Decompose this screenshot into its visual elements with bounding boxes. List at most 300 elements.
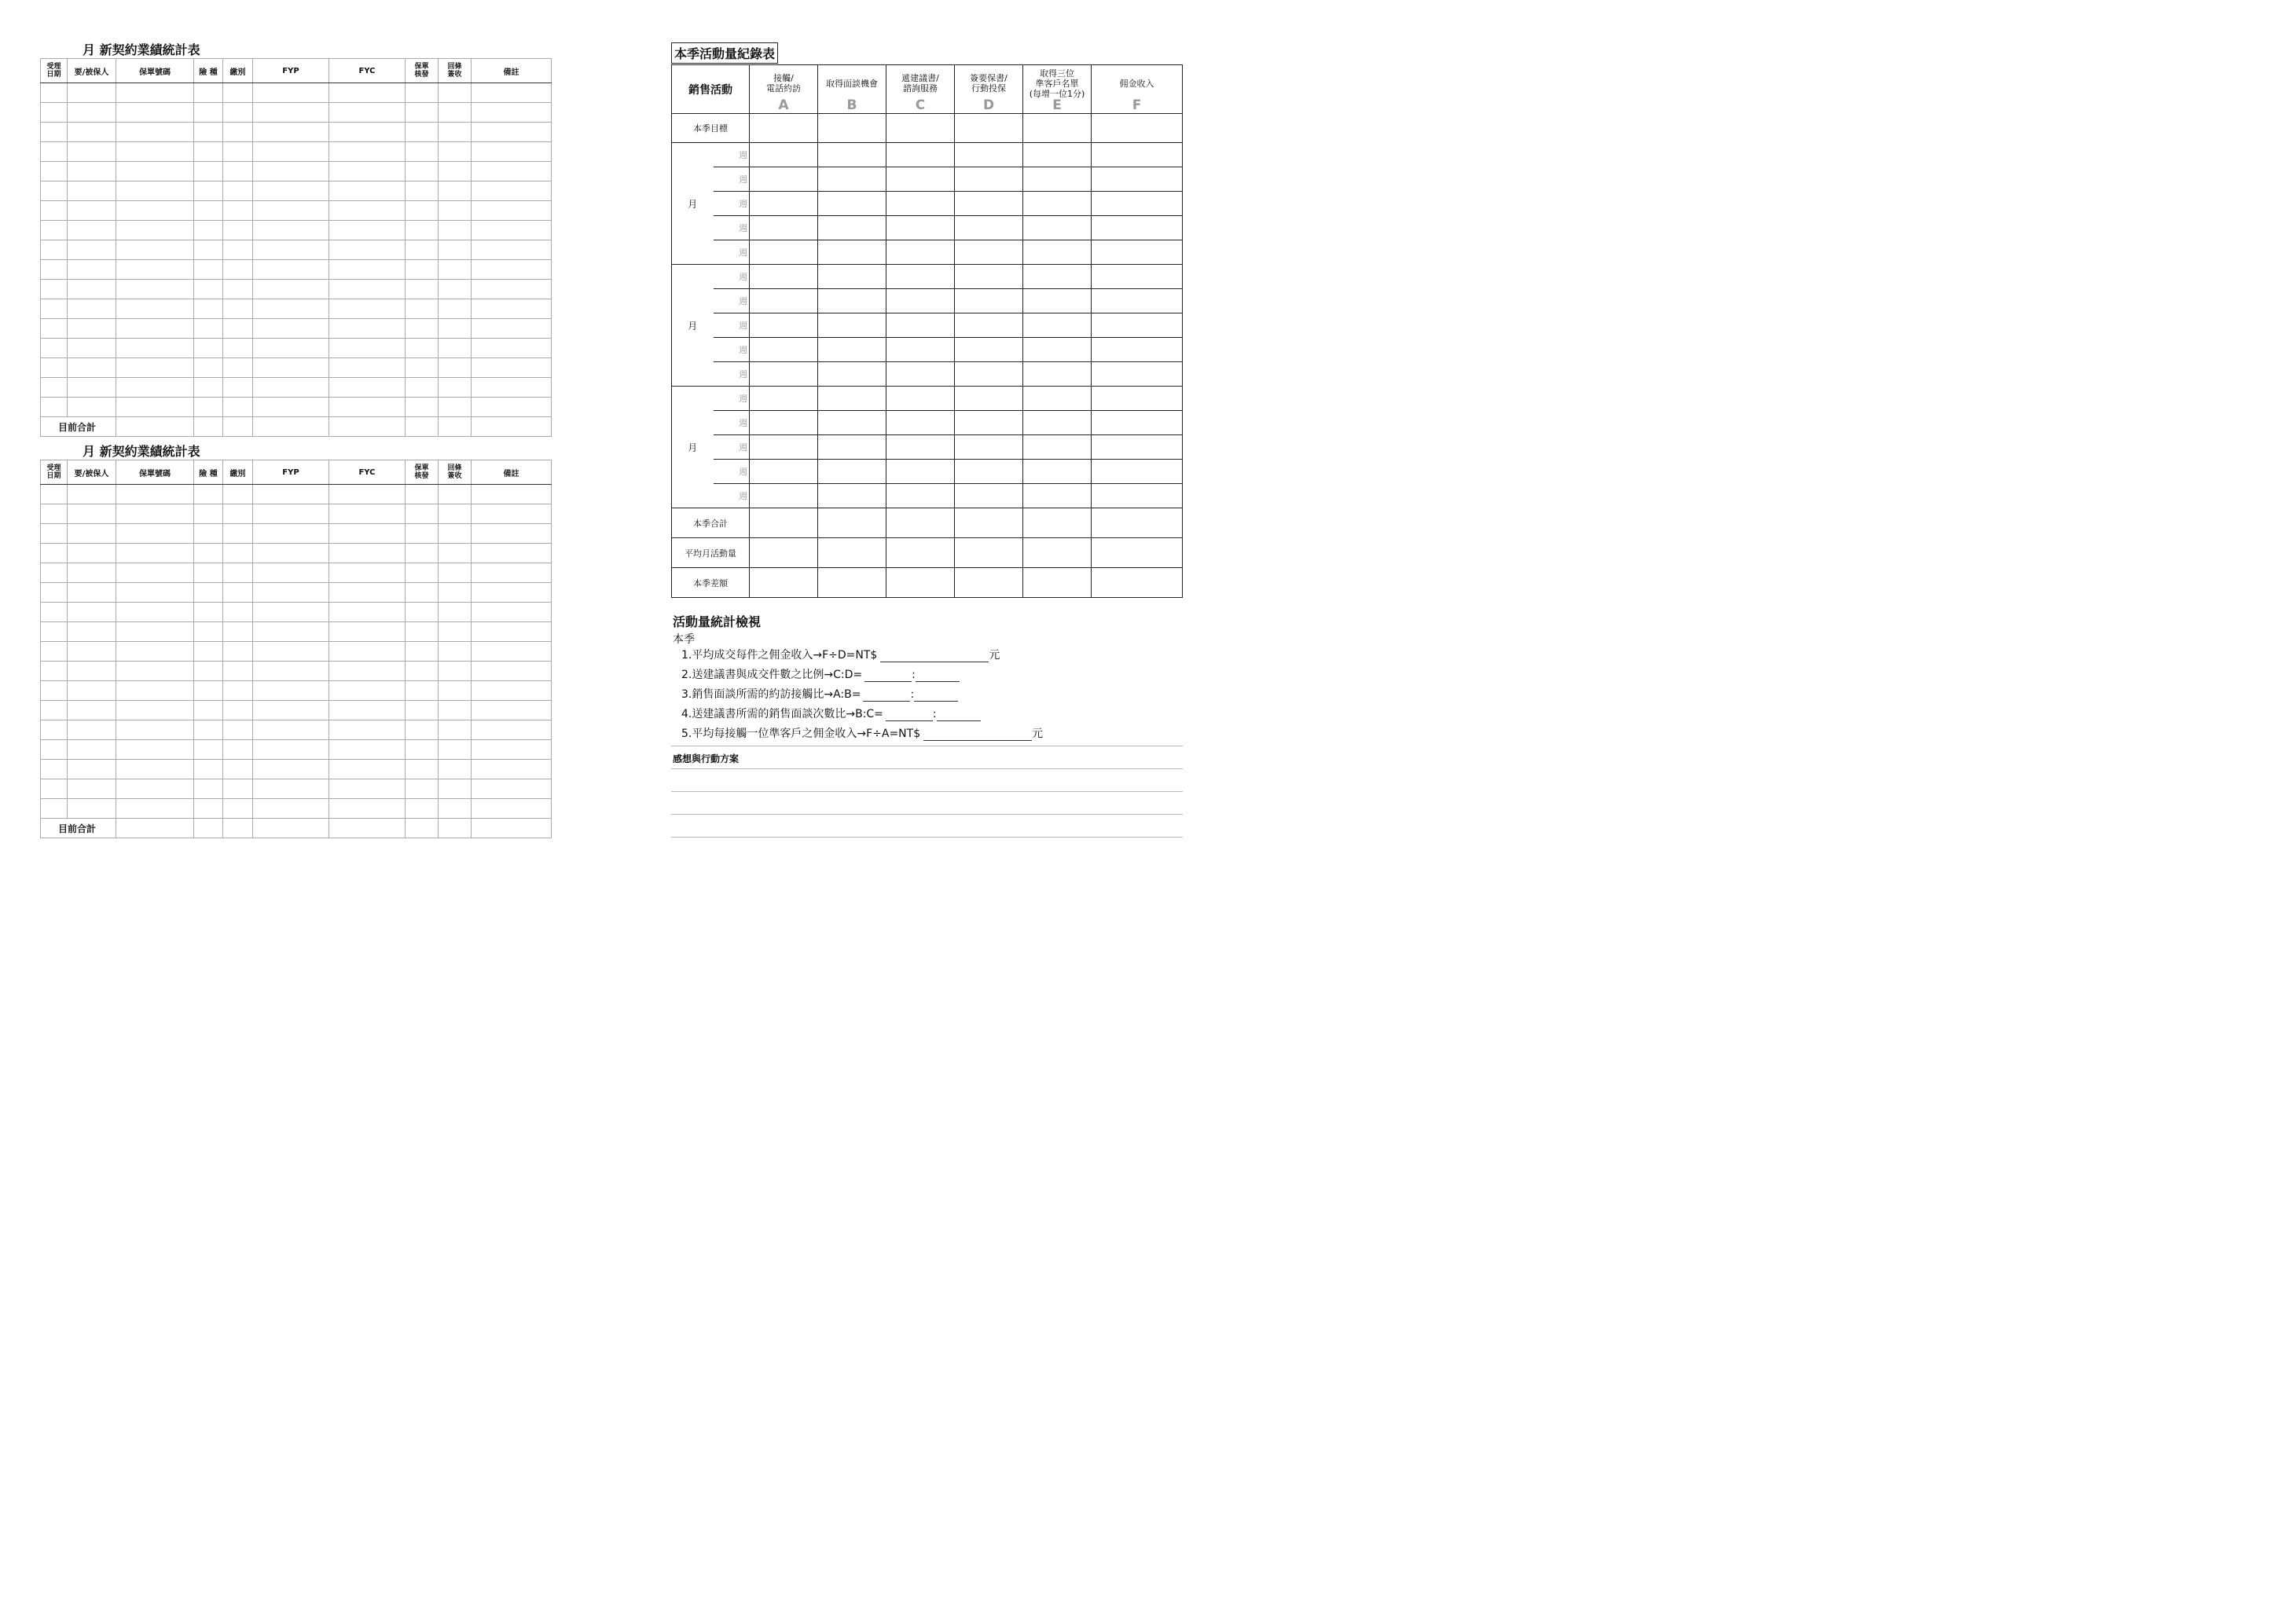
- table-cell[interactable]: [439, 544, 472, 563]
- table-cell[interactable]: [116, 504, 194, 524]
- table-cell[interactable]: [253, 642, 329, 662]
- table-cell[interactable]: [68, 299, 116, 319]
- table-cell[interactable]: [41, 299, 68, 319]
- table-cell[interactable]: [750, 387, 818, 411]
- table-cell[interactable]: [116, 603, 194, 622]
- table-cell[interactable]: [223, 358, 253, 378]
- table-cell[interactable]: [439, 504, 472, 524]
- table-cell[interactable]: [955, 411, 1023, 435]
- table-cell[interactable]: [116, 544, 194, 563]
- table-cell[interactable]: [886, 167, 955, 192]
- table-cell[interactable]: [253, 583, 329, 603]
- table-cell[interactable]: [253, 260, 329, 280]
- table-cell[interactable]: [194, 280, 223, 299]
- table-cell[interactable]: [116, 299, 194, 319]
- table-cell[interactable]: [1023, 484, 1092, 508]
- table-cell[interactable]: [329, 583, 406, 603]
- table-cell[interactable]: [223, 701, 253, 720]
- table-cell[interactable]: [329, 563, 406, 583]
- table-cell[interactable]: [329, 544, 406, 563]
- table-cell[interactable]: [41, 603, 68, 622]
- table-cell[interactable]: [329, 417, 406, 437]
- table-cell[interactable]: [41, 378, 68, 398]
- table-cell[interactable]: [116, 417, 194, 437]
- table-cell[interactable]: [406, 720, 439, 740]
- table-cell[interactable]: [1023, 338, 1092, 362]
- table-cell[interactable]: [253, 544, 329, 563]
- table-cell[interactable]: [223, 240, 253, 260]
- table-cell[interactable]: [253, 603, 329, 622]
- table-cell[interactable]: [472, 123, 552, 142]
- table-cell[interactable]: [818, 143, 886, 167]
- table-cell[interactable]: [439, 720, 472, 740]
- table-cell[interactable]: [41, 720, 68, 740]
- table-cell[interactable]: [329, 162, 406, 181]
- table-cell[interactable]: [406, 563, 439, 583]
- table-cell[interactable]: [818, 568, 886, 598]
- table-cell[interactable]: [955, 240, 1023, 265]
- answer-blank[interactable]: [916, 670, 960, 682]
- table-cell[interactable]: [116, 760, 194, 779]
- table-cell[interactable]: [68, 779, 116, 799]
- table-cell[interactable]: [41, 563, 68, 583]
- answer-blank[interactable]: [923, 729, 1032, 741]
- table-cell[interactable]: [750, 313, 818, 338]
- table-cell[interactable]: [406, 221, 439, 240]
- table-cell[interactable]: [1092, 240, 1183, 265]
- table-cell[interactable]: [41, 701, 68, 720]
- table-cell[interactable]: [439, 162, 472, 181]
- table-cell[interactable]: [116, 123, 194, 142]
- table-cell[interactable]: [406, 299, 439, 319]
- table-cell[interactable]: [439, 583, 472, 603]
- table-cell[interactable]: [116, 378, 194, 398]
- table-cell[interactable]: [472, 280, 552, 299]
- table-cell[interactable]: [68, 339, 116, 358]
- table-cell[interactable]: [406, 819, 439, 838]
- table-cell[interactable]: [116, 83, 194, 103]
- table-cell[interactable]: [329, 240, 406, 260]
- table-cell[interactable]: [886, 289, 955, 313]
- table-cell[interactable]: [1092, 192, 1183, 216]
- table-cell[interactable]: [439, 563, 472, 583]
- table-cell[interactable]: [406, 123, 439, 142]
- table-cell[interactable]: [818, 538, 886, 568]
- table-cell[interactable]: [253, 162, 329, 181]
- table-cell[interactable]: [41, 103, 68, 123]
- table-cell[interactable]: [41, 504, 68, 524]
- table-cell[interactable]: [253, 563, 329, 583]
- table-cell[interactable]: [68, 485, 116, 504]
- table-cell[interactable]: [329, 398, 406, 417]
- table-cell[interactable]: [41, 544, 68, 563]
- table-cell[interactable]: [472, 358, 552, 378]
- table-cell[interactable]: [750, 216, 818, 240]
- table-cell[interactable]: [194, 123, 223, 142]
- table-cell[interactable]: [223, 622, 253, 642]
- table-cell[interactable]: [253, 221, 329, 240]
- table-cell[interactable]: [406, 398, 439, 417]
- table-cell[interactable]: [1023, 216, 1092, 240]
- table-cell[interactable]: [68, 701, 116, 720]
- table-cell[interactable]: [223, 103, 253, 123]
- table-cell[interactable]: [194, 583, 223, 603]
- table-cell[interactable]: [194, 642, 223, 662]
- table-cell[interactable]: [223, 524, 253, 544]
- table-cell[interactable]: [329, 280, 406, 299]
- table-cell[interactable]: [750, 568, 818, 598]
- table-cell[interactable]: [955, 114, 1023, 143]
- table-cell[interactable]: [253, 760, 329, 779]
- table-cell[interactable]: [406, 103, 439, 123]
- table-cell[interactable]: [472, 221, 552, 240]
- table-cell[interactable]: [253, 201, 329, 221]
- table-cell[interactable]: [439, 181, 472, 201]
- table-cell[interactable]: [818, 289, 886, 313]
- table-cell[interactable]: [223, 181, 253, 201]
- table-cell[interactable]: [955, 338, 1023, 362]
- table-cell[interactable]: [253, 485, 329, 504]
- table-cell[interactable]: [253, 142, 329, 162]
- table-cell[interactable]: [223, 544, 253, 563]
- table-cell[interactable]: [329, 504, 406, 524]
- table-cell[interactable]: [750, 484, 818, 508]
- table-cell[interactable]: [472, 378, 552, 398]
- table-cell[interactable]: [1092, 484, 1183, 508]
- table-cell[interactable]: [406, 162, 439, 181]
- table-cell[interactable]: [439, 760, 472, 779]
- table-cell[interactable]: [472, 485, 552, 504]
- table-cell[interactable]: [223, 398, 253, 417]
- table-cell[interactable]: [68, 720, 116, 740]
- table-cell[interactable]: [886, 387, 955, 411]
- table-cell[interactable]: [253, 181, 329, 201]
- table-cell[interactable]: [68, 103, 116, 123]
- table-cell[interactable]: [1092, 435, 1183, 460]
- table-cell[interactable]: [955, 435, 1023, 460]
- table-cell[interactable]: [1092, 387, 1183, 411]
- table-cell[interactable]: [329, 760, 406, 779]
- table-cell[interactable]: [41, 398, 68, 417]
- table-cell[interactable]: [472, 339, 552, 358]
- table-cell[interactable]: [41, 740, 68, 760]
- table-cell[interactable]: [116, 221, 194, 240]
- table-cell[interactable]: [439, 485, 472, 504]
- table-cell[interactable]: [116, 662, 194, 681]
- table-cell[interactable]: [818, 387, 886, 411]
- table-cell[interactable]: [406, 544, 439, 563]
- table-cell[interactable]: [194, 260, 223, 280]
- table-cell[interactable]: [439, 103, 472, 123]
- table-cell[interactable]: [194, 201, 223, 221]
- table-cell[interactable]: [68, 603, 116, 622]
- table-cell[interactable]: [472, 201, 552, 221]
- table-cell[interactable]: [41, 142, 68, 162]
- table-cell[interactable]: [41, 83, 68, 103]
- table-cell[interactable]: [223, 720, 253, 740]
- table-cell[interactable]: [886, 362, 955, 387]
- table-cell[interactable]: [439, 83, 472, 103]
- table-cell[interactable]: [41, 583, 68, 603]
- table-cell[interactable]: [329, 339, 406, 358]
- table-cell[interactable]: [1092, 114, 1183, 143]
- table-cell[interactable]: [818, 240, 886, 265]
- table-cell[interactable]: [439, 378, 472, 398]
- table-cell[interactable]: [253, 123, 329, 142]
- table-cell[interactable]: [439, 280, 472, 299]
- table-cell[interactable]: [253, 504, 329, 524]
- table-cell[interactable]: [329, 642, 406, 662]
- table-cell[interactable]: [194, 662, 223, 681]
- table-cell[interactable]: [886, 192, 955, 216]
- table-cell[interactable]: [223, 260, 253, 280]
- table-cell[interactable]: [223, 142, 253, 162]
- table-cell[interactable]: [41, 221, 68, 240]
- table-cell[interactable]: [116, 799, 194, 819]
- table-cell[interactable]: [194, 603, 223, 622]
- table-cell[interactable]: [194, 701, 223, 720]
- table-cell[interactable]: [116, 779, 194, 799]
- table-cell[interactable]: [41, 319, 68, 339]
- table-cell[interactable]: [194, 720, 223, 740]
- table-cell[interactable]: [253, 358, 329, 378]
- table-cell[interactable]: [329, 701, 406, 720]
- table-cell[interactable]: [406, 681, 439, 701]
- table-cell[interactable]: [68, 319, 116, 339]
- table-cell[interactable]: [886, 265, 955, 289]
- table-cell[interactable]: [439, 398, 472, 417]
- table-cell[interactable]: [194, 504, 223, 524]
- table-cell[interactable]: [750, 435, 818, 460]
- table-cell[interactable]: [439, 417, 472, 437]
- table-cell[interactable]: [223, 740, 253, 760]
- table-cell[interactable]: [886, 143, 955, 167]
- table-cell[interactable]: [253, 319, 329, 339]
- table-cell[interactable]: [818, 216, 886, 240]
- table-cell[interactable]: [194, 740, 223, 760]
- table-cell[interactable]: [439, 260, 472, 280]
- table-cell[interactable]: [223, 603, 253, 622]
- table-cell[interactable]: [439, 779, 472, 799]
- table-cell[interactable]: [406, 319, 439, 339]
- table-cell[interactable]: [253, 740, 329, 760]
- table-cell[interactable]: [955, 167, 1023, 192]
- table-cell[interactable]: [68, 642, 116, 662]
- table-cell[interactable]: [116, 701, 194, 720]
- table-cell[interactable]: [472, 162, 552, 181]
- table-cell[interactable]: [1023, 460, 1092, 484]
- table-cell[interactable]: [886, 435, 955, 460]
- table-cell[interactable]: [41, 524, 68, 544]
- table-cell[interactable]: [41, 162, 68, 181]
- table-cell[interactable]: [116, 485, 194, 504]
- table-cell[interactable]: [955, 362, 1023, 387]
- table-cell[interactable]: [750, 538, 818, 568]
- table-cell[interactable]: [116, 622, 194, 642]
- table-cell[interactable]: [750, 143, 818, 167]
- answer-blank[interactable]: [937, 709, 981, 721]
- table-cell[interactable]: [472, 563, 552, 583]
- table-cell[interactable]: [329, 720, 406, 740]
- table-cell[interactable]: [253, 240, 329, 260]
- table-cell[interactable]: [329, 799, 406, 819]
- table-cell[interactable]: [750, 192, 818, 216]
- answer-blank[interactable]: [886, 709, 933, 721]
- table-cell[interactable]: [406, 799, 439, 819]
- table-cell[interactable]: [750, 167, 818, 192]
- table-cell[interactable]: [750, 265, 818, 289]
- table-cell[interactable]: [68, 622, 116, 642]
- table-cell[interactable]: [329, 299, 406, 319]
- table-cell[interactable]: [68, 123, 116, 142]
- table-cell[interactable]: [116, 319, 194, 339]
- table-cell[interactable]: [329, 819, 406, 838]
- table-cell[interactable]: [886, 568, 955, 598]
- table-cell[interactable]: [818, 435, 886, 460]
- table-cell[interactable]: [750, 362, 818, 387]
- table-cell[interactable]: [750, 411, 818, 435]
- table-cell[interactable]: [194, 83, 223, 103]
- table-cell[interactable]: [439, 740, 472, 760]
- table-cell[interactable]: [329, 201, 406, 221]
- table-cell[interactable]: [194, 799, 223, 819]
- table-cell[interactable]: [116, 642, 194, 662]
- table-cell[interactable]: [1092, 167, 1183, 192]
- table-cell[interactable]: [253, 339, 329, 358]
- table-cell[interactable]: [406, 142, 439, 162]
- table-cell[interactable]: [41, 181, 68, 201]
- table-cell[interactable]: [116, 280, 194, 299]
- table-cell[interactable]: [886, 508, 955, 538]
- table-cell[interactable]: [194, 240, 223, 260]
- table-cell[interactable]: [818, 114, 886, 143]
- table-cell[interactable]: [329, 358, 406, 378]
- table-cell[interactable]: [1092, 265, 1183, 289]
- table-cell[interactable]: [955, 216, 1023, 240]
- table-cell[interactable]: [329, 103, 406, 123]
- table-cell[interactable]: [818, 192, 886, 216]
- table-cell[interactable]: [116, 681, 194, 701]
- table-cell[interactable]: [406, 524, 439, 544]
- table-cell[interactable]: [253, 398, 329, 417]
- table-cell[interactable]: [1092, 568, 1183, 598]
- table-cell[interactable]: [194, 417, 223, 437]
- table-cell[interactable]: [1092, 338, 1183, 362]
- table-cell[interactable]: [406, 280, 439, 299]
- table-cell[interactable]: [41, 201, 68, 221]
- table-cell[interactable]: [955, 289, 1023, 313]
- table-cell[interactable]: [1092, 362, 1183, 387]
- table-cell[interactable]: [329, 378, 406, 398]
- table-cell[interactable]: [223, 319, 253, 339]
- table-cell[interactable]: [750, 114, 818, 143]
- table-cell[interactable]: [253, 103, 329, 123]
- table-cell[interactable]: [1023, 435, 1092, 460]
- table-cell[interactable]: [439, 201, 472, 221]
- table-cell[interactable]: [329, 524, 406, 544]
- table-cell[interactable]: [253, 280, 329, 299]
- table-cell[interactable]: [253, 701, 329, 720]
- table-cell[interactable]: [223, 760, 253, 779]
- table-cell[interactable]: [329, 181, 406, 201]
- table-cell[interactable]: [406, 760, 439, 779]
- table-cell[interactable]: [68, 378, 116, 398]
- table-cell[interactable]: [750, 508, 818, 538]
- table-cell[interactable]: [406, 201, 439, 221]
- table-cell[interactable]: [472, 819, 552, 838]
- table-cell[interactable]: [194, 760, 223, 779]
- table-cell[interactable]: [116, 201, 194, 221]
- table-cell[interactable]: [406, 181, 439, 201]
- table-cell[interactable]: [194, 319, 223, 339]
- table-cell[interactable]: [406, 240, 439, 260]
- table-cell[interactable]: [472, 260, 552, 280]
- table-cell[interactable]: [1023, 313, 1092, 338]
- table-cell[interactable]: [472, 544, 552, 563]
- table-cell[interactable]: [472, 83, 552, 103]
- table-cell[interactable]: [116, 260, 194, 280]
- table-cell[interactable]: [68, 662, 116, 681]
- table-cell[interactable]: [68, 799, 116, 819]
- table-cell[interactable]: [1092, 411, 1183, 435]
- table-cell[interactable]: [406, 83, 439, 103]
- table-cell[interactable]: [116, 103, 194, 123]
- table-cell[interactable]: [1023, 143, 1092, 167]
- table-cell[interactable]: [68, 681, 116, 701]
- table-cell[interactable]: [41, 358, 68, 378]
- table-cell[interactable]: [194, 378, 223, 398]
- table-cell[interactable]: [1092, 313, 1183, 338]
- table-cell[interactable]: [818, 265, 886, 289]
- table-cell[interactable]: [253, 720, 329, 740]
- answer-blank[interactable]: [864, 670, 912, 682]
- table-cell[interactable]: [68, 280, 116, 299]
- table-cell[interactable]: [194, 221, 223, 240]
- table-cell[interactable]: [253, 799, 329, 819]
- table-cell[interactable]: [439, 681, 472, 701]
- table-cell[interactable]: [472, 603, 552, 622]
- table-cell[interactable]: [223, 563, 253, 583]
- table-cell[interactable]: [439, 701, 472, 720]
- table-cell[interactable]: [68, 740, 116, 760]
- table-cell[interactable]: [223, 662, 253, 681]
- table-cell[interactable]: [955, 508, 1023, 538]
- table-cell[interactable]: [194, 622, 223, 642]
- table-cell[interactable]: [1023, 265, 1092, 289]
- table-cell[interactable]: [68, 83, 116, 103]
- table-cell[interactable]: [439, 662, 472, 681]
- answer-blank[interactable]: [863, 690, 910, 702]
- table-cell[interactable]: [223, 583, 253, 603]
- table-cell[interactable]: [406, 701, 439, 720]
- table-cell[interactable]: [253, 83, 329, 103]
- table-cell[interactable]: [886, 114, 955, 143]
- table-cell[interactable]: [41, 240, 68, 260]
- table-cell[interactable]: [223, 779, 253, 799]
- table-cell[interactable]: [439, 299, 472, 319]
- table-cell[interactable]: [1023, 508, 1092, 538]
- table-cell[interactable]: [886, 240, 955, 265]
- table-cell[interactable]: [41, 123, 68, 142]
- table-cell[interactable]: [329, 740, 406, 760]
- table-cell[interactable]: [68, 583, 116, 603]
- table-cell[interactable]: [223, 83, 253, 103]
- table-cell[interactable]: [223, 162, 253, 181]
- table-cell[interactable]: [955, 387, 1023, 411]
- table-cell[interactable]: [886, 313, 955, 338]
- table-cell[interactable]: [472, 142, 552, 162]
- table-cell[interactable]: [253, 622, 329, 642]
